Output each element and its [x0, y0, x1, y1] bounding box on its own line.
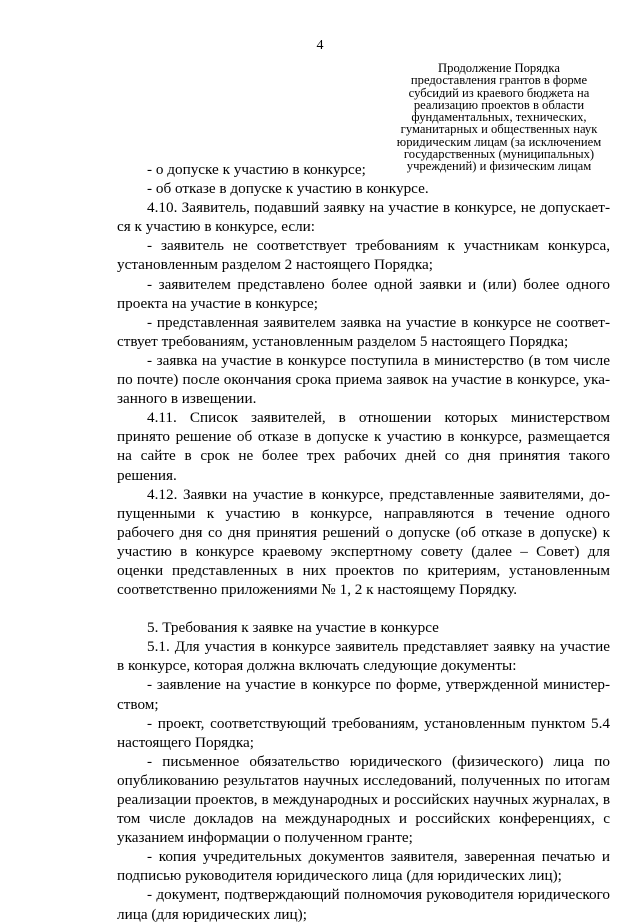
list-item-condition: - заявителем представлено более одной заявки и (или) более одного проекта на участие в конкурсе; — [117, 275, 610, 312]
header-line: реализацию проектов в области — [413, 97, 585, 112]
header-line: учреждений) и физическим лицам — [406, 159, 592, 174]
continuation-header — [382, 62, 616, 173]
clause-4-11: 4.11. Список заявителей, в отношении которых министерством принято решение об отказе в допуске к участию в конкурсе, размещается на сайте в срок не более трех рабочих дней со дня принятия такого решения. — [117, 409, 610, 484]
header-line: государственных (муниципальных) — [403, 147, 595, 162]
list-item-document: - письменное обязательство юридического (физического) лица по опубликованию результатов научных исследований, полученных по итогам реализации проектов, в международных и российских научных журналах, в том числе докладов на международных и российских конференциях, с указанием информации о полученном гранте; — [117, 752, 610, 847]
clause-4-10: 4.10. Заявитель, подавший заявку на участие в конкурсе, не допускается к участию в конкурсе, если: — [117, 199, 610, 236]
header-line: Продолжение Порядка — [438, 61, 560, 75]
section-heading: 5. Требования к заявке на участие в конкурсе — [147, 619, 439, 637]
clause-5-1: 5.1. Для участия в конкурсе заявитель представляет заявку на участие в конкурсе, которая должна включать следующие документы: — [117, 638, 610, 675]
header-line: гуманитарных и общественных наук — [400, 122, 598, 137]
header-line: субсидий из краевого бюджета на — [408, 85, 590, 100]
list-item-document: - документ, подтверждающий полномочия руководителя юридического лица (для юридических лиц); — [117, 886, 610, 923]
list-item-document: - заявление на участие в конкурсе по форме, утвержденной министерством; — [117, 676, 610, 713]
list-item-document: - проект, соответствующий требованиям, установленным пунктом 5.4 настоящего Порядка; — [117, 714, 610, 751]
list-item-refusal: - об отказе в допуске к участию в конкурсе. — [147, 180, 429, 198]
header-line: юридическим лицам (за исключением — [396, 134, 602, 149]
list-item-admission: - о допуске к участию в конкурсе; — [147, 161, 366, 178]
list-item-condition: - заявка на участие в конкурсе поступила в министерство (в том числе по почте) после окончания срока приема заявок на участие в конкурсе, указанного в извещении. — [117, 351, 610, 408]
list-item-document: - копия учредительных документов заявителя, заверенная печатью и подписью руководителя юридического лица (для юридических лиц); — [117, 848, 610, 885]
list-item-condition: - заявитель не соответствует требованиям к участникам конкурса, установленным разделом 2 настоящего Порядка; — [117, 237, 610, 274]
document-body — [117, 160, 610, 924]
header-line: фундаментальных, технических, — [411, 110, 587, 125]
page-number: 4 — [316, 38, 324, 53]
clause-4-12: 4.12. Заявки на участие в конкурсе, представленные заявителями, допущенными к участию в конкурсе, направляются в течение одного рабочего дня со дня принятия решений о допуске (об отказе в допуске) к участию в конкурсе краевому экспертному совету (далее – Совет) для оценки представленных в них проектов по критериям, установленным соответственно приложениями № 1, 2 к настоящему Порядку. — [117, 485, 610, 599]
list-item-condition: - представленная заявителем заявка на участие в конкурсе не соответствует требованиям, установленным разделом 5 настоящего Порядка; — [117, 313, 610, 350]
header-line: предоставления грантов в форме — [410, 73, 588, 88]
